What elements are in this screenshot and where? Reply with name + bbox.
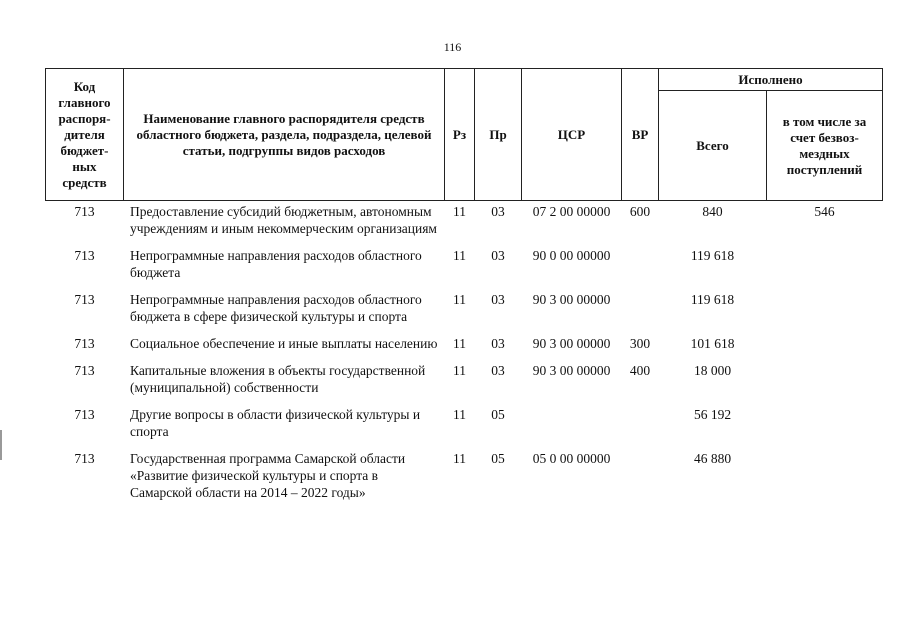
cell-gratuitous bbox=[767, 448, 883, 509]
cell-rz: 11 bbox=[453, 451, 466, 466]
cell-gratuitous bbox=[767, 245, 883, 289]
header-csr: ЦСР bbox=[522, 69, 622, 201]
cell-name: Государственная программа Самарской области «Развитие физической культуры и спорта в Самарской области на 2014 – 2022 годы» bbox=[130, 451, 406, 500]
cell-name: Непрограммные направления расходов областного бюджета в сфере физической культуры и спорта bbox=[130, 292, 422, 324]
cell-total: 119 618 bbox=[690, 292, 735, 307]
table-row bbox=[46, 201, 883, 246]
cell-total: 119 618 bbox=[690, 248, 735, 263]
cell-code: 713 bbox=[74, 204, 95, 219]
cell-csr: 90 3 00 00000 bbox=[532, 336, 611, 351]
cell-name: Социальное обеспечение и иные выплаты населению bbox=[130, 336, 438, 351]
header-total: Всего bbox=[659, 91, 767, 201]
cell-code: 713 bbox=[74, 363, 95, 378]
cell-total: 101 618 bbox=[690, 336, 735, 351]
cell-csr: 90 3 00 00000 bbox=[532, 363, 611, 378]
cell-code: 713 bbox=[74, 407, 95, 422]
header-gratuitous: в том числе за счет безвоз-мездных поступлений bbox=[767, 91, 883, 201]
cell-vr bbox=[622, 448, 659, 509]
cell-rz: 11 bbox=[453, 363, 466, 378]
cell-total: 46 880 bbox=[693, 451, 732, 466]
page-number: 116 bbox=[443, 40, 462, 54]
cell-pr: 03 bbox=[491, 336, 505, 351]
cell-total: 840 bbox=[702, 204, 723, 219]
table-row bbox=[46, 289, 883, 333]
cell-code: 713 bbox=[74, 248, 95, 263]
cell-code: 713 bbox=[74, 292, 95, 307]
cell-rz: 11 bbox=[453, 336, 466, 351]
table-header bbox=[46, 69, 883, 201]
cell-vr bbox=[622, 289, 659, 333]
header-code: Код главного распоря-дителя бюджет-ных средств bbox=[46, 69, 124, 201]
header-name: Наименование главного распорядителя средств областного бюджета, раздела, подраздела, целевой статьи, подгруппы видов расходов bbox=[124, 69, 445, 201]
cell-name: Капитальные вложения в объекты государственной (муниципальной) собственности bbox=[130, 363, 426, 395]
table-row bbox=[46, 333, 883, 360]
table-body bbox=[46, 201, 883, 510]
cell-gratuitous bbox=[767, 360, 883, 404]
header-vr: ВР bbox=[622, 69, 659, 201]
cell-pr: 03 bbox=[491, 204, 505, 219]
header-pr: Пр bbox=[475, 69, 522, 201]
cell-gratuitous bbox=[767, 333, 883, 360]
cell-pr: 05 bbox=[491, 407, 505, 422]
table-row bbox=[46, 404, 883, 448]
cell-total: 56 192 bbox=[693, 407, 732, 422]
cell-total: 18 000 bbox=[693, 363, 732, 378]
scan-edge-mark bbox=[0, 430, 2, 460]
cell-name: Предоставление субсидий бюджетным, автономным учреждениям и иным некоммерческим организациям bbox=[130, 204, 437, 236]
cell-gratuitous bbox=[767, 289, 883, 333]
table-row bbox=[46, 360, 883, 404]
cell-name: Другие вопросы в области физической культуры и спорта bbox=[130, 407, 421, 439]
table-row bbox=[46, 245, 883, 289]
cell-gratuitous bbox=[767, 404, 883, 448]
cell-csr: 90 0 00 00000 bbox=[532, 248, 611, 263]
cell-vr: 600 bbox=[629, 204, 651, 219]
cell-rz: 11 bbox=[453, 204, 466, 219]
cell-pr: 05 bbox=[491, 451, 505, 466]
budget-execution-table bbox=[45, 68, 883, 509]
cell-rz: 11 bbox=[453, 248, 466, 263]
cell-vr bbox=[622, 245, 659, 289]
table-row bbox=[46, 448, 883, 509]
cell-code: 713 bbox=[74, 336, 95, 351]
header-executed: Исполнено bbox=[659, 69, 883, 91]
cell-pr: 03 bbox=[491, 363, 505, 378]
cell-rz: 11 bbox=[453, 292, 466, 307]
cell-csr: 07 2 00 00000 bbox=[532, 204, 611, 219]
cell-gratuitous: 546 bbox=[814, 204, 835, 219]
cell-vr: 400 bbox=[629, 363, 651, 378]
cell-vr: 300 bbox=[629, 336, 651, 351]
cell-name: Непрограммные направления расходов областного бюджета bbox=[130, 248, 422, 280]
cell-csr: 05 0 00 00000 bbox=[532, 451, 611, 466]
cell-vr bbox=[622, 404, 659, 448]
cell-csr: 90 3 00 00000 bbox=[532, 292, 611, 307]
cell-pr: 03 bbox=[491, 292, 505, 307]
cell-csr bbox=[522, 404, 622, 448]
cell-code: 713 bbox=[74, 451, 95, 466]
cell-pr: 03 bbox=[491, 248, 505, 263]
cell-rz: 11 bbox=[453, 407, 466, 422]
header-rz: Рз bbox=[445, 69, 475, 201]
